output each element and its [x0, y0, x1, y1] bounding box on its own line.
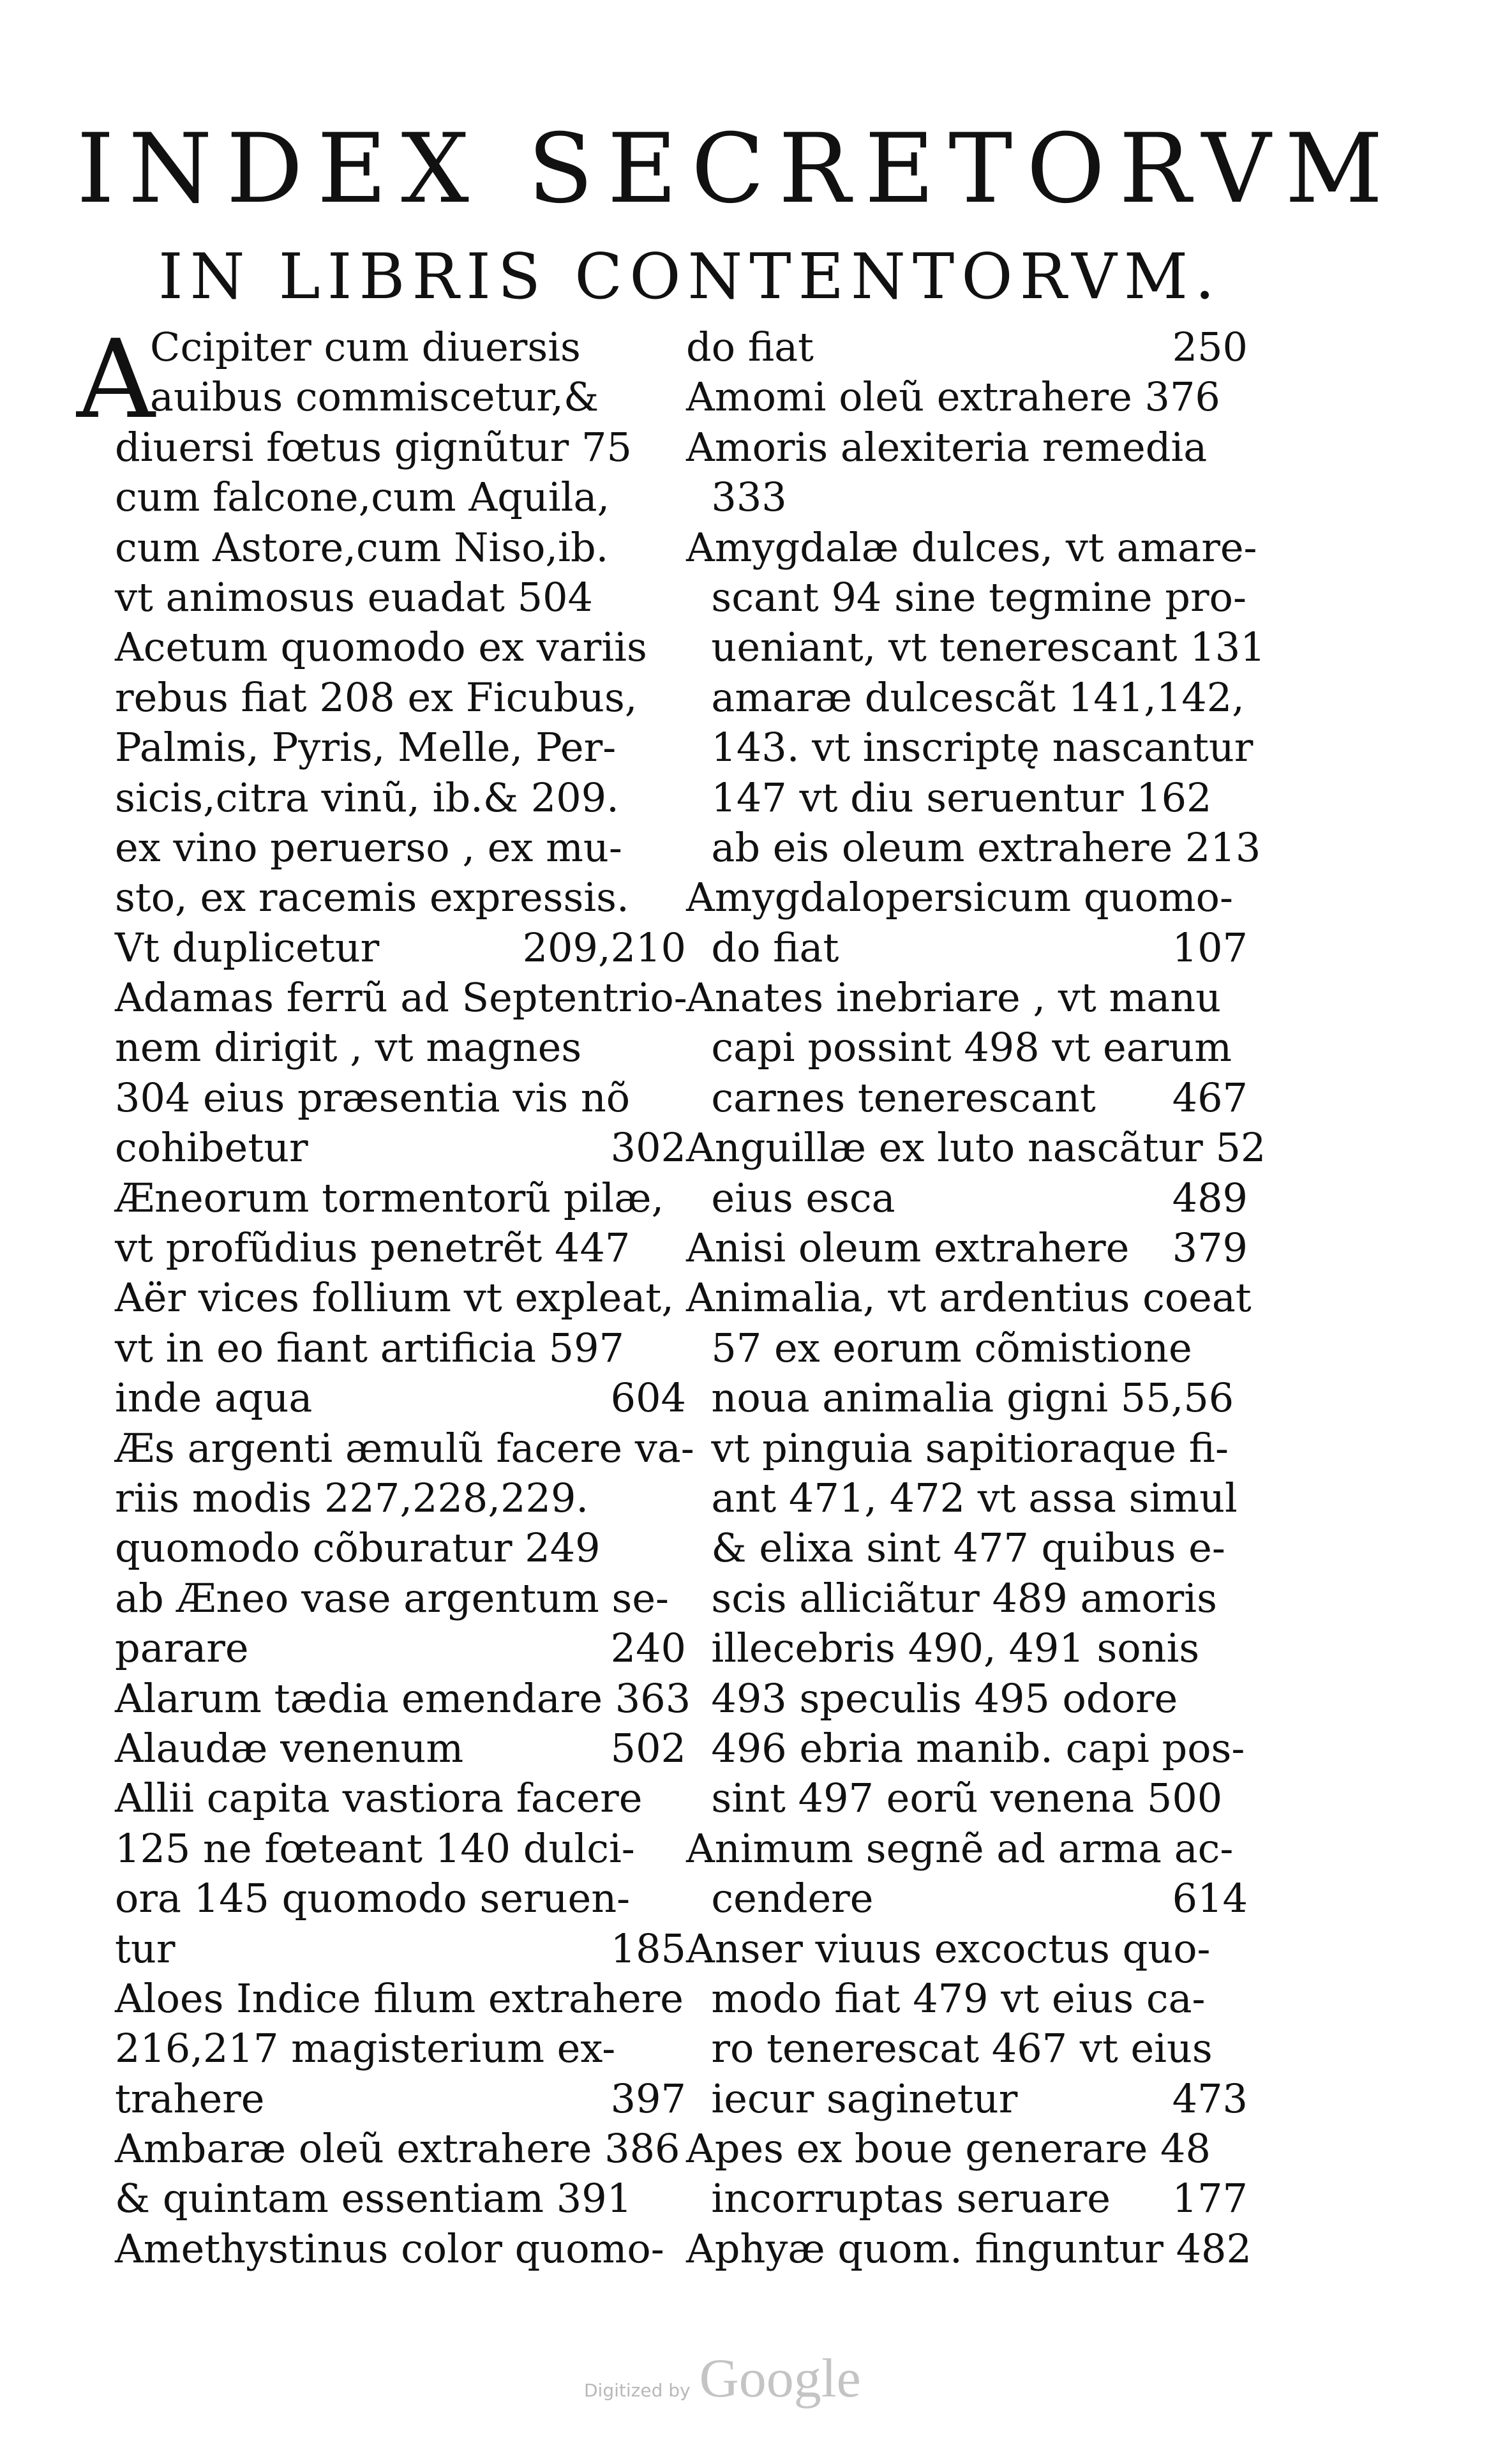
- entry-text: Anser viuus excoctus quo-: [686, 1925, 1211, 1972]
- index-entry-line: [115, 1073, 686, 1123]
- index-entry-line: [115, 1173, 686, 1223]
- entry-page-number: 473: [1172, 2075, 1248, 2122]
- google-watermark: Google: [699, 2347, 861, 2409]
- entry-page-number: 397: [610, 2075, 686, 2122]
- index-entry-line: [115, 1924, 686, 1974]
- entry-text: eius esca: [686, 1174, 895, 1221]
- entry-text: ora 145 quomodo seruen-: [115, 1875, 631, 1922]
- index-entry-line: [686, 1874, 1248, 1923]
- entry-text: Animalia, vt ardentius coeat: [686, 1274, 1252, 1321]
- entry-text: ab eis oleum extrahere 213: [686, 823, 1261, 871]
- entry-text: cohibetur: [115, 1124, 308, 1171]
- index-entry-line: [115, 823, 686, 873]
- index-entry-line: [686, 1574, 1248, 1623]
- index-entry-line: [115, 1424, 694, 1473]
- index-entry-line: [686, 1724, 1248, 1773]
- index-entry-line: [115, 372, 686, 422]
- index-entry-line: [686, 1824, 1248, 1874]
- entry-text: cendere: [686, 1875, 874, 1922]
- entry-text: inde aqua: [115, 1374, 313, 1422]
- entry-text: diuersi fœtus gignũtur 75: [115, 423, 632, 470]
- entry-text: do fiat: [686, 924, 839, 971]
- entry-page-number: 467: [1172, 1074, 1248, 1121]
- entry-text: Æs argenti æmulũ facere va-: [115, 1424, 694, 1471]
- entry-text: Adamas ferrũ ad Septentrio-: [115, 974, 687, 1021]
- index-entry-line: [686, 1473, 1248, 1523]
- entry-text: Amygdalæ dulces, vt amare-: [686, 523, 1257, 571]
- entry-text: ex vino peruerso , ex mu-: [115, 823, 622, 871]
- index-entry-line: [115, 1023, 686, 1072]
- entry-page-number: 177: [1172, 2175, 1248, 2222]
- index-entry-line: [686, 823, 1261, 873]
- entry-text: quomodo cõburatur 249: [115, 1524, 601, 1572]
- index-entry-line: [115, 923, 686, 973]
- entry-text: Amoris alexiteria remedia: [686, 423, 1208, 470]
- entry-page-number: 502: [610, 1724, 686, 1771]
- index-entry-line: [115, 1824, 686, 1874]
- entry-text: Æneorum tormentorũ pilæ,: [115, 1174, 664, 1221]
- left-column: [115, 322, 694, 2274]
- entry-text: iecur saginetur: [686, 2075, 1018, 2122]
- index-entry-line: [686, 423, 1248, 472]
- entry-text: Allii capita vastiora facere: [115, 1775, 643, 1822]
- index-entry-line: [686, 523, 1257, 573]
- entry-text: parare: [115, 1625, 249, 1672]
- entry-text: 333: [686, 474, 787, 521]
- index-entry-line: [686, 1073, 1248, 1123]
- index-entry-line: [686, 1424, 1248, 1473]
- entry-text: Amomi oleũ extrahere 376: [686, 373, 1220, 421]
- index-entry-line: [686, 1323, 1248, 1373]
- entry-text: Ccipiter cum diuersis: [150, 324, 581, 370]
- entry-text: Amygdalopersicum quomo-: [686, 874, 1233, 921]
- entry-text: 147 vt diu seruentur 162: [686, 774, 1212, 821]
- index-entry-line: [686, 673, 1248, 723]
- index-entry-line: [115, 1974, 686, 2024]
- entry-text: 493 speculis 495 odore: [686, 1674, 1178, 1722]
- entry-text: auibus commiscetur,&: [150, 373, 599, 421]
- entry-text: Apes ex boue generare 48: [686, 2125, 1211, 2172]
- entry-text: 125 ne fœteant 140 dulci-: [115, 1824, 635, 1872]
- index-entry-line: [686, 472, 1248, 522]
- digitized-by-label: Digitized by: [584, 2380, 691, 2401]
- index-entry-line: [686, 573, 1248, 622]
- index-entry-line: [686, 1023, 1248, 1072]
- index-entry-line: [115, 2074, 686, 2124]
- entry-text: 304 eius præsentia vis nõ: [115, 1074, 631, 1121]
- index-entry-line: [686, 1173, 1248, 1223]
- entry-text: 143. vt inscriptę nascantur: [686, 724, 1254, 771]
- entry-text: vt profũdius penetrẽt 447: [115, 1224, 631, 1272]
- index-entry-line: [115, 1523, 686, 1573]
- index-entry-line: [686, 1123, 1266, 1173]
- entry-text: cum Astore,cum Niso,ib.: [115, 523, 609, 571]
- entry-text: Amethystinus color quomo-: [115, 2225, 664, 2272]
- index-entry-line: [686, 723, 1254, 772]
- entry-text: trahere: [115, 2075, 265, 2122]
- entry-text: capi possint 498 vt earum: [686, 1024, 1232, 1071]
- entry-text: carnes tenerescant: [686, 1074, 1096, 1121]
- entry-text: sto, ex racemis expressis.: [115, 874, 629, 921]
- entry-text: Ambaræ oleũ extrahere 386: [115, 2125, 680, 2172]
- index-entry-line: [115, 673, 686, 723]
- entry-text: nem dirigit , vt magnes: [115, 1024, 582, 1071]
- index-entry-line: [115, 1473, 686, 1523]
- index-entry-line: [686, 2174, 1248, 2223]
- entry-text: 216,217 magisterium ex-: [115, 2025, 616, 2072]
- index-entry-line: [115, 2024, 686, 2073]
- entry-text: ueniant, vt tenerescant 131: [686, 624, 1266, 671]
- entry-text: Aphyæ quom. finguntur 482: [686, 2225, 1252, 2272]
- entry-text: do fiat: [686, 324, 814, 370]
- index-entry-line: [115, 423, 686, 472]
- index-entry-line: [686, 1373, 1248, 1423]
- entry-page-number: 250: [1172, 324, 1248, 370]
- index-entry-line: [115, 1623, 686, 1673]
- entry-text: riis modis 227,228,229.: [115, 1474, 589, 1521]
- index-entry-line: [115, 1674, 691, 1724]
- index-title: INDEX SECRETORVM: [77, 114, 1397, 225]
- index-entry-line: [686, 1623, 1248, 1673]
- index-entry-line: [115, 523, 686, 573]
- entry-text: Anisi oleum extrahere: [686, 1224, 1130, 1272]
- entry-text: Alaudæ venenum: [115, 1724, 464, 1771]
- entry-page-number: 614: [1172, 1875, 1248, 1922]
- drop-cap: A: [77, 317, 155, 443]
- index-entry-line: [115, 573, 686, 622]
- index-entry-line: [686, 1974, 1248, 2024]
- index-entry-line: [686, 2024, 1248, 2073]
- index-entry-line: [115, 1223, 686, 1273]
- entry-text: Anates inebriare , vt manu: [686, 974, 1222, 1021]
- index-entry-line: [115, 1323, 686, 1373]
- entry-text: Acetum quomodo ex variis: [115, 624, 647, 671]
- entry-text: Alarum tædia emendare 363: [115, 1674, 691, 1722]
- entry-text: amaræ dulcescãt 141,142,: [686, 673, 1245, 721]
- index-entry-line: [115, 1773, 686, 1823]
- index-entry-line: [115, 1574, 686, 1623]
- entry-text: tur: [115, 1925, 176, 1972]
- entry-page-number: 379: [1172, 1224, 1248, 1272]
- index-entry-line: [686, 1773, 1248, 1823]
- entry-text: ant 471, 472 vt assa simul: [686, 1474, 1238, 1521]
- entry-text: Animum segnẽ ad arma ac-: [686, 1824, 1234, 1872]
- entry-text: cum falcone,cum Aquila,: [115, 474, 610, 521]
- index-entry-line: [686, 773, 1248, 823]
- index-entry-line: [686, 2224, 1252, 2274]
- entry-text: scant 94 sine tegmine pro-: [686, 573, 1246, 620]
- index-entry-line: [115, 1273, 686, 1323]
- entry-text: vt in eo fiant artificia 597: [115, 1324, 624, 1371]
- entry-page-number: 302: [610, 1124, 686, 1171]
- index-entry-line: [686, 622, 1266, 672]
- index-entry-line: [115, 2174, 686, 2223]
- entry-text: Aloes Indice filum extrahere: [115, 1974, 684, 2022]
- entry-text: & quintam essentiam 391: [115, 2175, 632, 2222]
- entry-page-number: 489: [1172, 1174, 1248, 1221]
- entry-page-number: 185: [610, 1925, 686, 1972]
- entry-text: vt animosus euadat 504: [115, 573, 593, 620]
- entry-page-number: 604: [610, 1374, 686, 1422]
- index-entry-line: [686, 1674, 1248, 1724]
- index-entry-line: [115, 2124, 686, 2174]
- index-entry-line: [686, 1924, 1248, 1974]
- index-entry-line: [686, 2074, 1248, 2124]
- index-entry-line: [115, 1724, 686, 1773]
- index-entry-line: [115, 1123, 686, 1173]
- index-entry-line: [686, 2124, 1248, 2174]
- entry-text: 496 ebria manib. capi pos-: [686, 1724, 1245, 1771]
- index-entry-line: [686, 973, 1248, 1023]
- index-entry-line: [686, 873, 1248, 922]
- entry-text: rebus fiat 208 ex Ficubus,: [115, 673, 638, 721]
- index-entry-line: [115, 1373, 686, 1423]
- entry-page-number: 209,210: [522, 924, 686, 971]
- index-entry-line: [686, 322, 1248, 372]
- index-entry-line: [115, 1874, 686, 1923]
- entry-text: Anguillæ ex luto nascãtur 52: [686, 1124, 1266, 1171]
- right-column: [686, 322, 1266, 2274]
- index-entry-line: [115, 622, 686, 672]
- index-subtitle: IN LIBRIS CONTENTORVM.: [158, 241, 1222, 313]
- index-entry-line: [115, 472, 686, 522]
- index-entry-line: [686, 1223, 1248, 1273]
- entry-page-number: 240: [610, 1625, 686, 1672]
- entry-text: 57 ex eorum cõmistione: [686, 1324, 1192, 1371]
- index-entry-line: [115, 973, 686, 1023]
- index-entry-line: [686, 1523, 1248, 1573]
- entry-text: ro tenerescat 467 vt eius: [686, 2025, 1213, 2072]
- index-entry-line: [115, 322, 686, 372]
- index-entry-line: [115, 873, 686, 922]
- entry-page-number: 107: [1172, 924, 1248, 971]
- entry-text: modo fiat 479 vt eius ca-: [686, 1974, 1206, 2022]
- index-entry-line: [115, 723, 686, 772]
- entry-text: ab Æneo vase argentum se-: [115, 1574, 669, 1621]
- entry-text: Palmis, Pyris, Melle, Per-: [115, 724, 617, 771]
- index-entry-line: [686, 1273, 1252, 1323]
- entry-text: vt pinguia sapitioraque fi-: [686, 1424, 1229, 1471]
- entry-text: scis alliciãtur 489 amoris: [686, 1574, 1217, 1621]
- entry-text: sint 497 eorũ venena 500: [686, 1775, 1223, 1822]
- entry-text: illecebris 490, 491 sonis: [686, 1625, 1200, 1672]
- entry-text: incorruptas seruare: [686, 2175, 1111, 2222]
- entry-text: Vt duplicetur: [115, 924, 380, 971]
- entry-text: sicis,citra vinũ, ib.& 209.: [115, 774, 619, 821]
- index-entry-line: [115, 2224, 686, 2274]
- entry-text: & elixa sint 477 quibus e-: [686, 1524, 1225, 1572]
- index-entry-line: [686, 923, 1248, 973]
- entry-text: noua animalia gigni 55,56: [686, 1374, 1234, 1422]
- index-entry-line: [115, 773, 686, 823]
- digitization-footer: [584, 2346, 861, 2410]
- index-entry-line: [686, 372, 1248, 422]
- entry-text: Aër vices follium vt expleat,: [115, 1274, 674, 1321]
